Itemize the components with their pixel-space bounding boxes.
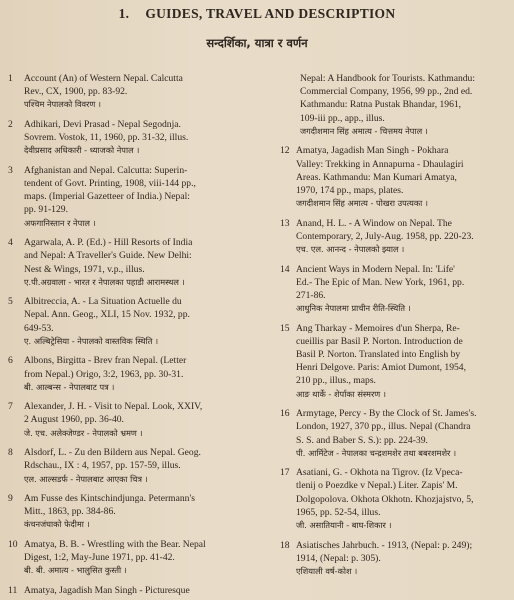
entry-number: 10 — [8, 538, 18, 550]
entry-number: 1 — [8, 73, 13, 84]
entry-body — [24, 118, 250, 157]
section-title: GUIDES, TRAVEL AND DESCRIPTION — [145, 6, 396, 21]
bibliography-entry — [8, 538, 250, 577]
entry-number: 15 — [280, 322, 290, 334]
entry-line: Albons, Birgitta - Brev fran Nepal. (Letter — [24, 355, 187, 367]
entry-line: from Nepal.) Origo, 3:2, 1963, pp. 30-31. — [24, 368, 184, 380]
entry-line: Rdschau., IX : 4, 1957, pp. 157-59, illus. — [24, 460, 181, 472]
bibliography-entry — [280, 407, 512, 460]
bibliography-entry — [8, 446, 250, 485]
entry-number: 13 — [280, 217, 290, 229]
entry-line: Areas. Kathmandu: Man Kumari Amatya, — [296, 171, 457, 183]
bibliography-entry — [8, 164, 250, 230]
entry-nepali-line: आधुनिक नेपालमा प्राचीन रीति-स्थिति । — [296, 303, 411, 314]
entry-line: Nepal: A Handbook for Tourists. Kathmandu: — [300, 73, 476, 84]
bibliography-entry — [280, 466, 512, 532]
entry-body — [296, 466, 512, 532]
entry-nepali-line: देवीप्रसाद अधिकारी - ध्याजको नेपाल । — [24, 145, 140, 156]
entry-line: cueillis par Basil P. Norton. Introduction de — [296, 335, 463, 347]
entry-number: 4 — [8, 237, 13, 249]
section-number: 1. — [118, 6, 130, 21]
entry-line: Ancient Ways in Modern Nepal. In: 'Life' — [296, 263, 455, 275]
entry-line: Nest & Wings, 1971, v.p., illus. — [24, 263, 145, 275]
entry-line: Asatiani, G. - Okhota na Tigrov. (Iz Vpeca- — [296, 467, 463, 479]
entry-body — [296, 144, 512, 210]
entry-body — [296, 263, 512, 316]
entry-line: Contemporary, 2, July-Aug. 1958, pp. 220-23. — [296, 230, 474, 242]
entry-number: 11 — [8, 584, 18, 596]
entry-line: Ed.- The Epic of Man. New York, 1961, pp. — [296, 276, 465, 288]
entry-body — [296, 322, 512, 401]
entry-line: Basil P. Norton. Translated into English by — [296, 349, 461, 361]
entry-nepali-line: अफगानिस्तान र नेपाल । — [24, 217, 96, 228]
entry-body — [24, 584, 250, 597]
bibliography-entry — [280, 322, 512, 401]
bibliography-entry — [8, 584, 250, 597]
bibliography-entry — [8, 236, 250, 289]
entry-number: 2 — [8, 118, 13, 130]
entry-nepali-line: बी. बी. अमात्य - भालुसित कुस्ती । — [24, 565, 127, 576]
bibliography-entry — [280, 539, 512, 578]
bibliography-entry — [8, 492, 250, 531]
entry-number: 17 — [280, 467, 290, 479]
entry-number: 18 — [280, 539, 290, 551]
entry-body — [24, 538, 250, 577]
entry-body — [296, 539, 512, 578]
entry-number: 7 — [8, 401, 13, 413]
entry-nepali-line: पी. आर्मिटेज - नेपालका चन्द्रशमशेर तथा बबरशमशेर । — [296, 447, 457, 458]
entry-nepali-line: आङ थार्के - शेर्पाका संस्मरण । — [296, 388, 386, 399]
bibliography-entry — [8, 72, 250, 111]
entry-line: Kathmandu: Ratna Pustak Bhandar, 1961, — [300, 99, 462, 111]
entry-line: Armytage, Percy - By the Clock of St. James's. — [296, 408, 477, 420]
entry-number: 12 — [280, 145, 290, 157]
entry-body — [24, 446, 250, 485]
entry-number: 9 — [8, 493, 13, 505]
entry-line: Alexander, J. H. - Visit to Nepal. Look, XXIV, — [24, 401, 203, 413]
entry-line: 210 pp., illus., maps. — [296, 375, 376, 387]
entry-line: Henri Delgove. Paris: Amiot Dumont, 1954, — [296, 362, 467, 374]
entry-number: 14 — [280, 263, 290, 275]
entry-line: Amatya, Jagadish Man Singh - Pokhara — [296, 145, 449, 157]
entry-line: maps. (Imperial Gazetteer of India.) Nepal: — [24, 191, 190, 203]
entry-line: Commercial Company, 1956, 99 pp., 2nd ed. — [300, 86, 473, 98]
entry-line: Nepal. Ann. Geog., XLI, 15 Nov. 1932, pp. — [24, 309, 190, 321]
entry-number: 8 — [8, 447, 13, 459]
entry-number: 16 — [280, 408, 290, 420]
bibliography-entry — [8, 400, 250, 439]
entry-line: 1970, 174 pp., maps, plates. — [296, 184, 404, 196]
entry-nepali-line: जगदीशमान सिंह अमात्य - पोखरा उपत्यका । — [296, 198, 428, 209]
entry-nepali-line: ए.पी.अग्रवाला - भारत र नेपालका पहाडी आरामस्थल । — [24, 276, 185, 287]
entry-nepali-line: जी. असातियानी - बाघ-शिकार । — [296, 520, 392, 531]
entry-number: 3 — [8, 164, 13, 176]
entry-body — [24, 492, 250, 531]
entry-number: 5 — [8, 296, 13, 308]
entry-line: London, 1927, 370 pp., illus. Nepal (Chandra — [296, 421, 471, 433]
bibliography-entry — [280, 217, 512, 256]
entry-line: tlenij o Poezdke v Nepal.) Liter. Zapis' M. — [296, 480, 458, 492]
entry-line: Dolgopolova. Okhota Okhotn. Khozjajstvo, 5, — [296, 493, 474, 505]
bibliography-entry — [280, 144, 512, 210]
entry-line: tendent of Govt. Printing, 1908, viii-144 pp., — [24, 178, 196, 190]
entry-body — [24, 400, 250, 439]
section-heading — [0, 6, 514, 22]
entry-nepali-line: एल. आल्सडर्फ - नेपालबाट आएका चित्र । — [24, 473, 148, 484]
entry-line: Adhikari, Devi Prasad - Nepal Segodnja. — [24, 118, 181, 130]
entry-line: 649-53. — [24, 322, 54, 334]
entry-line: Ang Tharkay - Memoires d'un Sherpa, Re- — [296, 322, 460, 334]
entry-line: Rev., CX, 1900, pp. 83-92. — [24, 86, 128, 98]
entry-body — [24, 295, 250, 348]
entry-body — [296, 217, 512, 256]
entry-line: 1965, pp. 52-54, illus. — [296, 506, 381, 518]
entry-continuation — [280, 72, 512, 138]
entry-body — [24, 354, 250, 393]
right-column — [280, 72, 512, 584]
entry-nepali-line: कंचनजंघाको फेदीमा । — [24, 519, 90, 530]
entry-body — [24, 72, 250, 111]
entry-nepali-line: जगदीशमान सिंह अमात्य - चित्तमय नेपाल । — [300, 125, 428, 136]
bibliography-entry — [8, 295, 250, 348]
entry-line: 1914, (Nepal: p. 305). — [296, 552, 381, 564]
entry-line: Digest, 1:2, May-June 1971, pp. 41-42. — [24, 552, 175, 564]
entry-line: pp. 91-129. — [24, 204, 68, 216]
entry-nepali-line: जे. एच. अलेक्जेण्डर - नेपालको भ्रमण । — [24, 427, 143, 438]
entry-line: Amatya, Jagadish Man Singh - Picturesque — [24, 584, 190, 596]
entry-line: Anand, H. L. - A Window on Nepal. The — [296, 217, 452, 229]
entry-line: Mitt., 1863, pp. 384-86. — [24, 506, 116, 518]
left-column — [8, 72, 250, 600]
entry-line: S. S. and Baber S. S.): pp. 224-39. — [296, 434, 428, 446]
entry-line: Albitreccia, A. - La Situation Actuelle du — [24, 296, 182, 308]
entry-number: 6 — [8, 355, 13, 367]
entry-line: Account (An) of Western Nepal. Calcutta — [24, 73, 183, 84]
bibliography-entry — [280, 263, 512, 316]
entry-body — [24, 164, 250, 230]
entry-line: Valley: Trekking in Annapurna - Dhaulagiri — [296, 158, 464, 170]
entry-nepali-line: पश्चिम नेपालको विवरण । — [24, 99, 102, 110]
entry-line: 2 August 1960, pp. 36-40. — [24, 414, 124, 426]
entry-nepali-line: ए. अल्बिट्रेसिया - नेपालको वास्तविक स्थिति । — [24, 335, 159, 346]
entry-line: Afghanistan and Nepal. Calcutta: Superin- — [24, 164, 188, 176]
entry-line: Asiatisches Jahrbuch. - 1913, (Nepal: p. 249); — [296, 539, 473, 551]
entry-body — [24, 236, 250, 289]
entry-line: Am Fusse des Kintschindjunga. Petermann's — [24, 493, 195, 505]
entry-body — [296, 407, 512, 460]
entry-nepali-line: बी. आल्बन्स - नेपालबाट पत्र । — [24, 381, 115, 392]
entry-line: and Nepal: A Traveller's Guide. New Delhi: — [24, 250, 192, 262]
section-subtitle-nepali: सन्दर्शिका, यात्रा र वर्णन — [206, 36, 308, 50]
entry-line: Sovrem. Vostok, 11, 1960, pp. 31-32, illus. — [24, 132, 189, 144]
entry-nepali-line: एच. एल. आनन्द - नेपालको झ्याल । — [296, 244, 405, 255]
entry-line: Amatya, B. B. - Wrestling with the Bear. Nepal — [24, 538, 206, 550]
entry-line: Agarwala, A. P. (Ed.) - Hill Resorts of India — [24, 237, 193, 249]
entry-line: Alsdorf, L. - Zu den Bildern aus Nepal. Geog. — [24, 447, 201, 459]
entry-line: 271-86. — [296, 289, 326, 301]
entry-line: 109-iii pp., app., illus. — [300, 112, 385, 124]
entry-nepali-line: एशियाली वर्ष-कोश । — [296, 565, 358, 576]
bibliography-entry — [8, 354, 250, 393]
bibliography-entry — [8, 118, 250, 157]
